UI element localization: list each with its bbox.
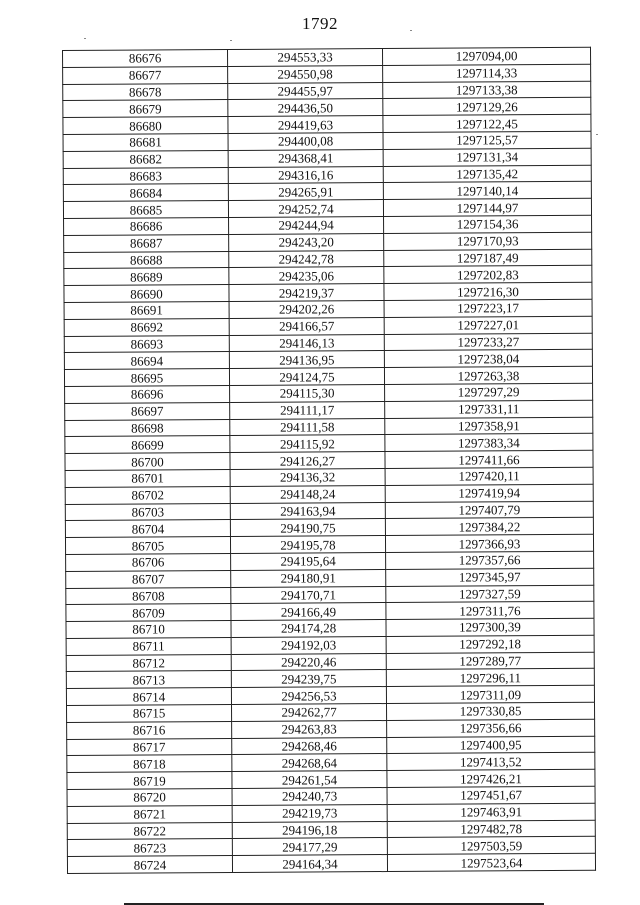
x-coordinate-cell: 294242,78: [229, 250, 384, 268]
point-number-cell: 86701: [65, 469, 230, 487]
y-coordinate-cell: 1297356,66: [387, 719, 595, 737]
x-coordinate-cell: 294124,75: [229, 368, 384, 386]
x-coordinate-cell: 294419,63: [228, 116, 383, 134]
y-coordinate-cell: 1297227,01: [384, 316, 592, 334]
x-coordinate-cell: 294316,16: [228, 166, 383, 184]
x-coordinate-cell: 294136,32: [230, 468, 385, 486]
y-coordinate-cell: 1297420,11: [385, 467, 593, 485]
point-number-cell: 86713: [66, 671, 231, 689]
y-coordinate-cell: 1297384,22: [385, 518, 593, 536]
y-coordinate-cell: 1297345,97: [386, 568, 594, 586]
x-coordinate-cell: 294252,74: [228, 200, 383, 218]
point-number-cell: 86714: [66, 688, 231, 706]
y-coordinate-cell: 1297523,64: [387, 854, 595, 872]
y-coordinate-cell: 1297311,09: [386, 686, 594, 704]
x-coordinate-cell: 294163,94: [230, 502, 385, 520]
point-number-cell: 86682: [63, 150, 228, 168]
x-coordinate-cell: 294202,26: [229, 300, 384, 318]
x-coordinate-cell: 294180,91: [231, 569, 386, 587]
point-number-cell: 86707: [66, 570, 231, 588]
x-coordinate-cell: 294192,03: [231, 636, 386, 654]
x-coordinate-cell: 294219,37: [229, 284, 384, 302]
table-body: [63, 47, 596, 873]
y-coordinate-cell: 1297094,00: [382, 47, 590, 65]
x-coordinate-cell: 294240,73: [232, 788, 387, 806]
x-coordinate-cell: 294115,92: [230, 435, 385, 453]
point-number-cell: 86698: [65, 419, 230, 437]
x-coordinate-cell: 294190,75: [230, 519, 385, 537]
x-coordinate-cell: 294550,98: [228, 65, 383, 83]
point-number-cell: 86686: [64, 217, 229, 235]
x-coordinate-cell: 294126,27: [230, 452, 385, 470]
point-number-cell: 86695: [64, 369, 229, 387]
x-coordinate-cell: 294219,73: [232, 804, 387, 822]
y-coordinate-cell: 1297330,85: [386, 702, 594, 720]
point-number-cell: 86687: [64, 234, 229, 252]
y-coordinate-cell: 1297296,11: [386, 669, 594, 687]
point-number-cell: 86705: [65, 537, 230, 555]
point-number-cell: 86676: [63, 49, 228, 67]
y-coordinate-cell: 1297426,21: [387, 770, 595, 788]
y-coordinate-cell: 1297357,66: [386, 551, 594, 569]
y-coordinate-cell: 1297331,11: [385, 400, 593, 418]
y-coordinate-cell: 1297238,04: [384, 350, 592, 368]
scan-speck: [410, 30, 412, 31]
point-number-cell: 86715: [67, 705, 232, 723]
y-coordinate-cell: 1297451,67: [387, 786, 595, 804]
scan-speck: [84, 38, 86, 39]
y-coordinate-cell: 1297358,91: [385, 417, 593, 435]
y-coordinate-cell: 1297233,27: [384, 333, 592, 351]
point-number-cell: 86722: [67, 822, 232, 840]
x-coordinate-cell: 294268,46: [232, 737, 387, 755]
x-coordinate-cell: 294263,83: [232, 720, 387, 738]
y-coordinate-cell: 1297223,17: [384, 299, 592, 317]
y-coordinate-cell: 1297292,18: [386, 635, 594, 653]
x-coordinate-cell: 294146,13: [229, 334, 384, 352]
y-coordinate-cell: 1297419,94: [385, 484, 593, 502]
x-coordinate-cell: 294170,71: [231, 586, 386, 604]
point-number-cell: 86708: [66, 587, 231, 605]
x-coordinate-cell: 294243,20: [229, 233, 384, 251]
y-coordinate-cell: 1297187,49: [384, 249, 592, 267]
point-number-cell: 86692: [64, 318, 229, 336]
y-coordinate-cell: 1297407,79: [385, 501, 593, 519]
y-coordinate-cell: 1297400,95: [387, 736, 595, 754]
x-coordinate-cell: 294256,53: [231, 687, 386, 705]
x-coordinate-cell: 294368,41: [228, 149, 383, 167]
x-coordinate-cell: 294553,33: [227, 49, 382, 67]
y-coordinate-cell: 1297383,34: [385, 434, 593, 452]
point-number-cell: 86699: [65, 436, 230, 454]
x-coordinate-cell: 294166,49: [231, 603, 386, 621]
x-coordinate-cell: 294196,18: [232, 821, 387, 839]
point-number-cell: 86719: [67, 772, 232, 790]
point-number-cell: 86691: [64, 301, 229, 319]
y-coordinate-cell: 1297170,93: [384, 232, 592, 250]
point-number-cell: 86721: [67, 805, 232, 823]
page-number: 1792: [302, 14, 338, 33]
x-coordinate-cell: 294400,08: [228, 133, 383, 151]
x-coordinate-cell: 294239,75: [231, 670, 386, 688]
x-coordinate-cell: 294235,06: [229, 267, 384, 285]
point-number-cell: 86706: [66, 553, 231, 571]
point-number-cell: 86720: [67, 789, 232, 807]
point-number-cell: 86677: [63, 66, 228, 84]
x-coordinate-cell: 294265,91: [228, 183, 383, 201]
x-coordinate-cell: 294455,97: [228, 82, 383, 100]
point-number-cell: 86681: [63, 133, 228, 151]
x-coordinate-cell: 294115,30: [230, 384, 385, 402]
point-number-cell: 86694: [64, 352, 229, 370]
point-number-cell: 86718: [67, 755, 232, 773]
x-coordinate-cell: 294195,64: [231, 552, 386, 570]
point-number-cell: 86683: [63, 167, 228, 185]
point-number-cell: 86717: [67, 738, 232, 756]
scan-speck: [230, 40, 232, 41]
y-coordinate-cell: 1297503,59: [387, 837, 595, 855]
table-row: [67, 854, 595, 874]
y-coordinate-cell: 1297135,42: [383, 165, 591, 183]
point-number-cell: 86723: [67, 839, 232, 857]
point-number-cell: 86678: [63, 83, 228, 101]
y-coordinate-cell: 1297154,36: [384, 215, 592, 233]
y-coordinate-cell: 1297311,76: [386, 602, 594, 620]
point-number-cell: 86700: [65, 453, 230, 471]
scan-speck: [596, 134, 598, 135]
y-coordinate-cell: 1297263,38: [384, 366, 592, 384]
point-number-cell: 86688: [64, 251, 229, 269]
y-coordinate-cell: 1297482,78: [387, 820, 595, 838]
x-coordinate-cell: 294174,28: [231, 620, 386, 638]
y-coordinate-cell: 1297289,77: [386, 652, 594, 670]
y-coordinate-cell: 1297140,14: [383, 182, 591, 200]
x-coordinate-cell: 294166,57: [229, 317, 384, 335]
y-coordinate-cell: 1297327,59: [386, 585, 594, 603]
y-coordinate-cell: 1297216,30: [384, 282, 592, 300]
point-number-cell: 86712: [66, 654, 231, 672]
y-coordinate-cell: 1297129,26: [383, 98, 591, 116]
x-coordinate-cell: 294177,29: [232, 838, 387, 856]
x-coordinate-cell: 294220,46: [231, 653, 386, 671]
point-number-cell: 86697: [65, 402, 230, 420]
x-coordinate-cell: 294268,64: [232, 754, 387, 772]
point-number-cell: 86693: [64, 335, 229, 353]
y-coordinate-cell: 1297133,38: [383, 81, 591, 99]
point-number-cell: 86711: [66, 637, 231, 655]
y-coordinate-cell: 1297144,97: [383, 198, 591, 216]
point-number-cell: 86704: [65, 520, 230, 538]
point-number-cell: 86716: [67, 721, 232, 739]
point-number-cell: 86685: [63, 201, 228, 219]
x-coordinate-cell: 294136,95: [229, 351, 384, 369]
point-number-cell: 86702: [65, 486, 230, 504]
y-coordinate-cell: 1297366,93: [385, 534, 593, 552]
y-coordinate-cell: 1297131,34: [383, 148, 591, 166]
point-number-cell: 86703: [65, 503, 230, 521]
point-number-cell: 86709: [66, 604, 231, 622]
y-coordinate-cell: 1297300,39: [386, 618, 594, 636]
x-coordinate-cell: 294111,58: [230, 418, 385, 436]
y-coordinate-cell: 1297463,91: [387, 803, 595, 821]
x-coordinate-cell: 294111,17: [230, 401, 385, 419]
point-number-cell: 86680: [63, 117, 228, 135]
x-coordinate-cell: 294164,34: [232, 855, 387, 873]
y-coordinate-cell: 1297114,33: [383, 64, 591, 82]
point-number-cell: 86696: [65, 385, 230, 403]
point-number-cell: 86689: [64, 268, 229, 286]
point-number-cell: 86710: [66, 621, 231, 639]
coordinates-table-container: [62, 47, 595, 874]
x-coordinate-cell: 294244,94: [229, 217, 384, 235]
y-coordinate-cell: 1297202,83: [384, 266, 592, 284]
x-coordinate-cell: 294436,50: [228, 99, 383, 117]
point-number-cell: 86724: [67, 856, 232, 874]
x-coordinate-cell: 294148,24: [230, 485, 385, 503]
y-coordinate-cell: 1297122,45: [383, 114, 591, 132]
point-number-cell: 86690: [64, 285, 229, 303]
y-coordinate-cell: 1297297,29: [385, 383, 593, 401]
point-number-cell: 86684: [63, 184, 228, 202]
y-coordinate-cell: 1297125,57: [383, 131, 591, 149]
point-number-cell: 86679: [63, 100, 228, 118]
x-coordinate-cell: 294262,77: [232, 704, 387, 722]
x-coordinate-cell: 294195,78: [230, 536, 385, 554]
coordinates-table: [62, 47, 596, 874]
y-coordinate-cell: 1297413,52: [387, 753, 595, 771]
x-coordinate-cell: 294261,54: [232, 771, 387, 789]
y-coordinate-cell: 1297411,66: [385, 450, 593, 468]
